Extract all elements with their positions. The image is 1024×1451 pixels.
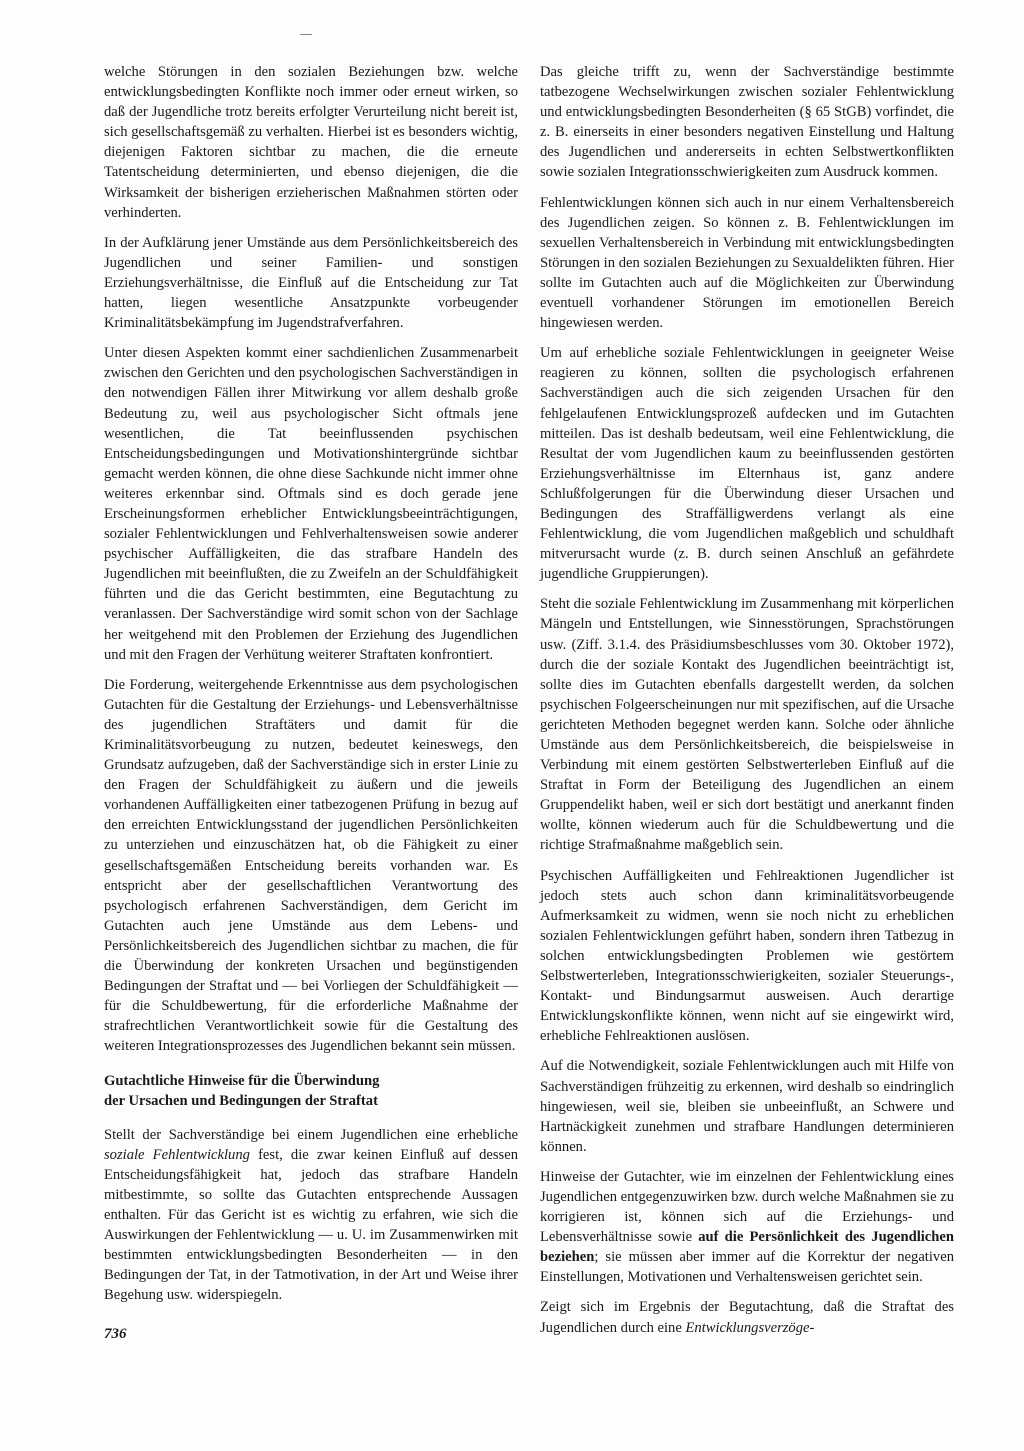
paragraph: Psychischen Auffälligkeiten und Fehlreaktionen Jugendlicher ist jedoch stets auch schon dann kriminalitätsvorbeugende Aufmerksamkeit zu widmen, wenn sie noch nicht zu erheblichen sozialen Fehlentwicklungen geführt haben, sondern ihren Tatbezug in solchen entwicklungsbedingten Problemen wie gestörtem Selbstwerterleben, Integrationsschwierigkeiten, sozialer Steuerungs-, Kontakt- und Bindungsarmut ausweisen. Auch derartige Entwicklungskonflikte können, wenn nicht auf sie eingewirkt wird, erhebliche Fehlreaktionen auslösen. (540, 867, 954, 1045)
left-column (104, 62, 518, 1315)
text-run: fest, die zwar keinen Einfluß auf dessen Entscheidungsfähigkeit hat, jedoch das strafbare Handeln mitbestimmte, so sollte das Gutachten entsprechende Aussagen enthalten. Für das Gericht ist es wichtig zu erfahren, wie sich die Auswirkungen der Fehlentwicklung — u. U. im Zusammenwirken mit bestimmten entwicklungsbedingten Besonderheiten — in den Bedingungen der Tat, in der Tatmotivation, in der Art und Weise ihrer Begehung usw. widerspiegeln. (104, 1146, 518, 1304)
paragraph: Auf die Notwendigkeit, soziale Fehlentwicklungen auch mit Hilfe von Sachverständigen frühzeitig zu erkennen, wird deshalb so eindringlich hingewiesen, weil sie, bleiben sie unbeeinflußt, an Schwere und Hartnäckigkeit zunehmen und strafbare Handlungen determinieren können. (540, 1058, 954, 1155)
paragraph: Unter diesen Aspekten kommt einer sachdienlichen Zusammenarbeit zwischen den Gerichten und den psychologischen Sachverständigen in den notwendigen Fällen ihrer Mitwirkung vor allem deshalb große Bedeutung zu, weil aus psychologischer Sicht oftmals jene wesentlichen, die Tat beeinflussenden psychischen Entscheidungsbedingungen und Motivationshintergründe sichtbar gemacht werden können, die ohne diese Sachkunde nicht immer ohne weiteres erkennbar sind. Oftmals sind es doch gerade jene Erscheinungsformen erheblicher Entwicklungsbeeinträchtigungen, sozialer Fehlentwicklungen und Fehlverhaltensweisen sowie anderer psychischer Auffälligkeiten, die das strafbare Handeln des Jugendlichen mit beeinflußten, die zu Zweifeln an der Schuldfähigkeit führten und die das Gericht bestimmten, eine Begutachtung zu veranlassen. Der Sachverständige wird somit schon von der Sachlage her weitgehend mit den Problemen der Erziehung des Jugendlichen und mit den Fragen der Verhütung weiterer Straftaten konfrontiert. (104, 345, 518, 663)
paragraph: Das gleiche trifft zu, wenn der Sachverständige bestimmte tatbezogene Wechselwirkungen zwischen sozialer Fehlentwicklung und entwicklungsbedingten Besonderheiten (§ 65 StGB) vorfindet, die z. B. einerseits in einer besonders negativen Einstellung und Haltung des Jugendlichen und andererseits in echten Selbstwertkonflikten sowie sozialen Integrationsschwierigkeiten zum Ausdruck kommen. (540, 64, 954, 181)
text-run: Stellt der Sachverständige bei einem Jugendlichen eine erhebliche (104, 1126, 518, 1143)
section-heading-line: Gutachtliche Hinweise für die Überwindung (104, 1072, 380, 1089)
paragraph: welche Störungen in den sozialen Beziehungen bzw. welche entwicklungsbedingten Konflikte noch immer oder erneut wirken, so daß der Jugendliche trotz bereits erfolgter Verurteilung nicht bereit ist, sich gesellschaftsgemäß zu verhalten. Hierbei ist es besonders wichtig, diejenigen Faktoren sichtbar zu machen, die die erneute Tatentscheidung determinierten, und ebenso diejenigen, die die Wirksamkeit der bisherigen erzieherischen Maßnahmen störten oder verhinderten. (104, 64, 518, 221)
page-number: 736 (104, 1326, 127, 1342)
emphasis-text: soziale Fehlentwicklung (104, 1146, 250, 1163)
right-column (540, 62, 954, 1348)
bold-text: auf die Persönlichkeit des Jugendlichen beziehen (540, 1229, 954, 1266)
paragraph: In der Aufklärung jener Umstände aus dem Persönlichkeitsbereich des Jugendlichen und seiner Familien- und sonstigen Erziehungsverhältnisse, die Einfluß auf die Entscheidung zur Tat hatten, liegen wesentliche Ansatzpunkte vorbeugender Kriminalitätsbekämpfung im Jugendstrafverfahren. (104, 234, 518, 332)
section-heading (104, 1071, 518, 1111)
text-run: ; sie müssen aber immer auf die Korrektur der negativen Einstellungen, Motivationen und Verhaltensweisen gerichtet sein. (540, 1249, 954, 1286)
text-run: Zeigt sich im Ergebnis der Begutachtung, daß die Straftat des Jugendlichen durch eine (540, 1299, 954, 1336)
paragraph: Fehlentwicklungen können sich auch in nur einem Verhaltensbereich des Jugendlichen zeigen. So können z. B. Fehlentwicklungen im sexuellen Verhaltensbereich in Verbindung mit entwicklungsbedingten Störungen in den sozialen Beziehungen zu Sexualdelikten führen. Hier sollte im Gutachten auch auf die Möglichkeiten zur Überwindung eventuell vorhandener Störungen im emotionellen Bereich hingewiesen werden. (540, 194, 954, 332)
section-heading-line: der Ursachen und Bedingungen der Straftat (104, 1092, 378, 1109)
paragraph (104, 1125, 518, 1306)
paragraph: Die Forderung, weitergehende Erkenntnisse aus dem psychologischen Gutachten für die Gestaltung der Erziehungs- und Lebensverhältnisse des jugendlichen Straftäters und damit für die Kriminalitätsvorbeugung zu nutzen, bedeutet keineswegs, den Grundsatz aufzugeben, daß der Sachverständige sich in erster Linie zu den Fragen der Schuldfähigkeit zu äußern und die jeweils vorhandenen Auffälligkeiten einer tatbezogenen Prüfung in bezug auf den erreichten Entwicklungsstand der jugendlichen Persönlichkeiten zu unterziehen und einzuschätzen hat, ob die Fähigkeit zu einer gesellschaftsgemäßen Entscheidung bereits vorhanden war. Es entspricht aber der gesellschaftlichen Verantwortung des psychologisch erfahrenen Sachverständigen, dem Gericht im Gutachten auch jene Umstände aus dem Lebens- und Persönlichkeitsbereich des Jugendlichen sichtbar zu machen, die für die Überwindung der konkreten Ursachen und begünstigenden Bedingungen der Straftat und — bei Vorliegen der Schuldfähigkeit — für die Schuldbewertung, für die erforderliche Maßnahme der strafrechtlichen Verantwortlichkeit sowie für die Gestaltung des weiteren Integrationsprozesses des Jugendlichen bekannt sein müssen. (104, 676, 518, 1055)
scan-mark (300, 34, 312, 35)
text-run: Hinweise der Gutachter, wie im einzelnen der Fehlentwicklung eines Jugendlichen entgegenzuwirken bzw. durch welche Maßnahmen sie zu korrigieren ist, können sich auf die Erziehungs- und Lebensverhältnisse sowie (540, 1168, 955, 1246)
paragraph: Um auf erhebliche soziale Fehlentwicklungen in geeigneter Weise reagieren zu können, sollten die psychologisch erfahrenen Sachverständigen auch die sich zeigenden Ursachen für den fehlgelaufenen Entwicklungsprozeß aufdecken und im Gutachten mitteilen. Das ist deshalb bedeutsam, weil eine Fehlentwicklung, die Resultat der vom Jugendlichen kaum zu beeinflussenden gestörten Erziehungsverhältnisse im Elternhaus ist, ganz andere Schlußfolgerungen für die Überwindung dieser Ursachen und Bedingungen des Straffälligwerdens verlangt als eine Fehlentwicklung, die vom Jugendlichen maßgeblich und schuldhaft mitverursacht wurde (z. B. durch seinen Anschluß an gefährdete jugendliche Gruppierungen). (540, 345, 954, 583)
paragraph (540, 1167, 954, 1288)
paragraph: Steht die soziale Fehlentwicklung im Zusammenhang mit körperlichen Mängeln und Entstellungen, wie Sinnesstörungen, Sprachstörungen usw. (Ziff. 3.1.4. des Präsidiumsbeschlusses vom 30. Oktober 1972), durch die der soziale Kontakt des Jugendlichen beeinträchtigt ist, sollte dies im Gutachten ebenfalls dargestellt werden, da solchen psychischen Folgeerscheinungen nur mit spezifischen, auf die Ursache gerichteten Methoden begegnet werden kann. Solche oder ähnliche Umstände aus dem Persönlichkeitsbereich, die beispielsweise in Verbindung mit einem gestörten Selbstwerterleben Einfluß auf die Straftat in Form der Beteiligung des Jugendlichen an einem Gruppendelikt haben, weil er sich dort bestätigt und anerkannt finden wollte, können wiederum auch für die Schuldbewertung und die richtige Strafmaßnahme maßgeblich sein. (540, 596, 954, 854)
emphasis-text: Entwicklungsverzöge- (685, 1319, 815, 1336)
paragraph (540, 1297, 954, 1337)
